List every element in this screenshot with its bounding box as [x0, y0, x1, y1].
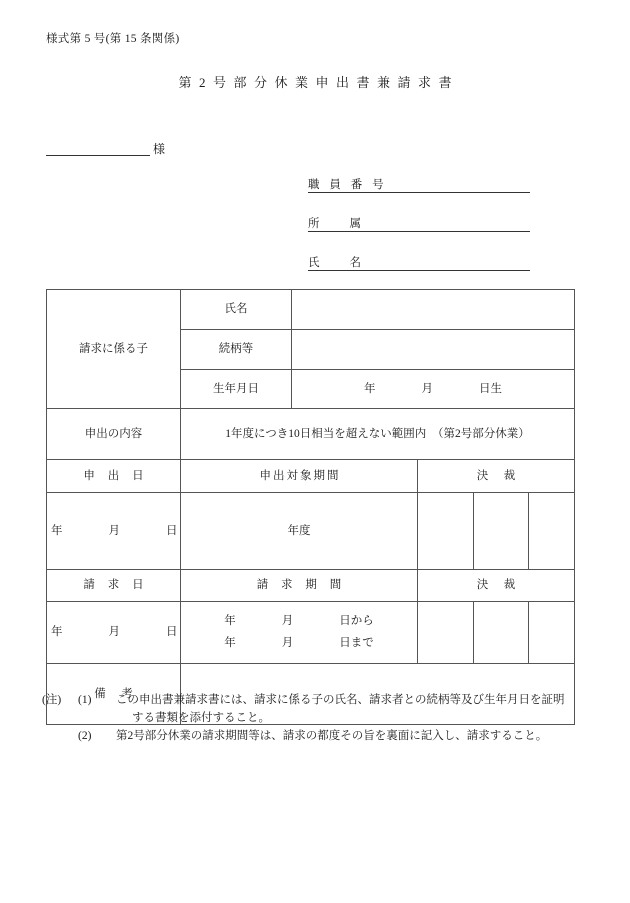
child-birth-value[interactable]: 年 月 日生	[292, 370, 575, 409]
note-marker-1: (1)	[78, 694, 92, 706]
approval-cell-2a[interactable]	[418, 602, 474, 664]
claim-period-from: 年 月 日から	[224, 614, 374, 627]
child-birth-label: 生年月日	[181, 370, 292, 409]
approval-cell-1b[interactable]	[474, 493, 529, 570]
application-date-value[interactable]: 年 月 日	[47, 493, 181, 570]
approval-cell-2c[interactable]	[529, 602, 575, 664]
note-item-1	[42, 692, 587, 728]
note-marker-2: (2)	[78, 729, 92, 742]
form-number: 様式第 5 号(第 15 条関係)	[46, 33, 180, 45]
approval-cell-2b[interactable]	[474, 602, 529, 664]
addressee-line	[46, 141, 165, 156]
note-text-1	[116, 692, 587, 728]
notes-section	[42, 692, 587, 745]
child-name-label: 氏名	[181, 290, 292, 330]
table-row-child-name	[47, 290, 575, 330]
claim-period-value[interactable]	[181, 602, 418, 664]
child-relation-value[interactable]	[292, 330, 575, 370]
table-row-application-values	[47, 493, 575, 570]
name-label-part2: 名	[349, 256, 361, 269]
addressee-honorific: 様	[153, 142, 166, 156]
department-label-part2: 属	[349, 217, 361, 230]
table-row-claim-values	[47, 602, 575, 664]
child-section-label: 請求に係る子	[47, 290, 181, 409]
table-row-application-header	[47, 460, 575, 493]
child-relation-label: 続柄等	[181, 330, 292, 370]
approval-cell-1c[interactable]	[529, 493, 575, 570]
note-text-2	[116, 728, 587, 746]
table-row-claim-header	[47, 570, 575, 602]
approval-cell-1a[interactable]	[418, 493, 474, 570]
name-label-part1: 氏	[308, 256, 320, 269]
note-item-2	[42, 728, 587, 746]
claim-period-to: 年 月 日まで	[224, 636, 374, 649]
application-date-header: 申 出 日	[47, 460, 181, 493]
main-form-table	[46, 289, 575, 725]
document-title: 第2号部分休業申出書兼請求書	[178, 75, 459, 90]
note-text-1-line2: する書類を添付すること。	[132, 711, 270, 724]
content-value: 1年度につき10日相当を超えない範囲内 （第2号部分休業）	[181, 409, 575, 460]
content-label: 申出の内容	[47, 409, 181, 460]
notes-prefix: (注)	[42, 694, 62, 706]
name-field	[308, 251, 530, 271]
name-label	[308, 257, 382, 270]
claim-date-value[interactable]: 年 月 日	[47, 602, 181, 664]
addressee-blank-rule	[46, 141, 150, 156]
department-field	[308, 212, 530, 232]
applicant-fields	[308, 173, 530, 271]
note-text-2-line1: 第2号部分休業の請求期間等は、請求の都度その旨を裏面に記入し、請求すること。	[116, 729, 548, 742]
remarks-label: 備 考	[47, 664, 181, 725]
child-name-value[interactable]	[292, 290, 575, 330]
note-text-1-line1: この申出書兼請求書には、請求に係る子の氏名、請求者との続柄等及び生年月日を証明	[116, 694, 565, 706]
approval-header-1: 決 裁	[418, 460, 575, 493]
application-period-value[interactable]: 年度	[181, 493, 418, 570]
employee-number-field	[308, 173, 530, 193]
department-label-part1: 所	[308, 217, 320, 230]
employee-number-label: 職 員 番 号	[308, 178, 388, 191]
application-period-header: 申出対象期間	[181, 460, 418, 493]
approval-header-2: 決 裁	[418, 570, 575, 602]
department-label	[308, 218, 382, 231]
table-row-content	[47, 409, 575, 460]
claim-date-header: 請 求 日	[47, 570, 181, 602]
claim-period-header: 請 求 期 間	[181, 570, 418, 602]
